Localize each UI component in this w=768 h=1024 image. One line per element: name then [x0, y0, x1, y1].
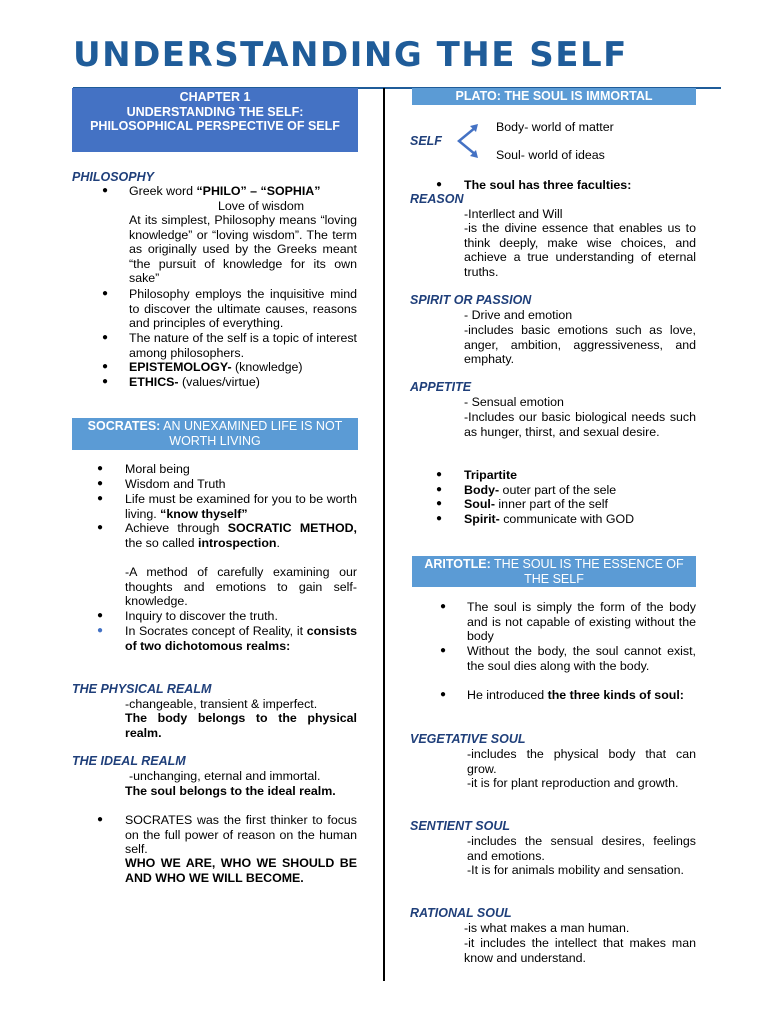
philosophy-employs-item: Philosophy employs the inquisitive mind to discover the ultimate causes, reasons and principles of everything. [129, 287, 357, 331]
aristotle-header-box: ARITOTLE: THE SOUL IS THE ESSENCE OF THE SELF [412, 556, 696, 587]
bullet: ● [102, 361, 109, 372]
greek-word-item: Greek word “PHILO” – “SOPHIA” [129, 184, 321, 198]
page-title: UNDERSTANDING THE SELF [73, 35, 628, 75]
ethics-item: ETHICS- (values/virtue) [129, 375, 260, 389]
bullet: ● [440, 601, 447, 612]
bullet: ● [436, 513, 443, 524]
sentient-soul-heading: SENTIENT SOUL [410, 819, 511, 833]
physical-realm-desc: -changeable, transient & imperfect. [125, 697, 318, 711]
physical-realm-body: The body belongs to the physical realm. [125, 711, 357, 740]
appetite-line2: -Includes our basic biological needs such as hunger, thirst, and sexual desire. [464, 410, 696, 439]
soul-inner-item: Soul- inner part of the self [464, 497, 608, 511]
bullet: ● [97, 493, 104, 504]
bullet: ● [436, 179, 443, 190]
bullet: ● [440, 689, 447, 700]
inquiry-item: Inquiry to discover the truth. [125, 609, 278, 623]
philosophy-heading: PHILOSOPHY [72, 170, 154, 184]
reality-concept-item: In Socrates concept of Reality, it consists of two dichotomous realms: [125, 624, 357, 653]
reason-heading: REASON [410, 192, 464, 206]
bullet: ● [97, 463, 104, 474]
soul-world-of-ideas: Soul- world of ideas [496, 148, 605, 162]
vegetative-line2: -it is for plant reproduction and growth. [467, 776, 679, 790]
ideal-realm-desc: -unchanging, eternal and immortal. [129, 769, 321, 783]
life-examined-item: Life must be examined for you to be worth living. “know thyself” [125, 492, 357, 521]
column-divider [383, 88, 385, 981]
nature-of-self-item: The nature of the self is a topic of interest among philosophers. [129, 331, 357, 360]
chapter-subtitle: PHILOSOPHICAL PERSPECTIVE OF SELF [90, 119, 340, 133]
tripartite-item: Tripartite [464, 468, 518, 482]
method-description: -A method of carefully examining our thoughts and emotions to gain self-knowledge. [125, 565, 357, 609]
philosophy-definition: At its simplest, Philosophy means “loving knowledge” or “loving wisdom”. The term as originally used by the Greeks meant “the pursuit of knowledge for its own sake” [129, 213, 357, 286]
bullet: ● [97, 522, 104, 533]
soul-form-item: The soul is simply the form of the body and is not capable of existing without the body [467, 600, 696, 644]
spirit-heading: SPIRIT OR PASSION [410, 293, 532, 307]
vegetative-line1: -includes the physical body that can grow. [467, 747, 696, 776]
bullet: ● [440, 645, 447, 656]
epistemology-item: EPISTEMOLOGY- (knowledge) [129, 360, 303, 374]
self-label: SELF [410, 134, 442, 148]
moral-being-item: Moral being [125, 462, 190, 476]
bullet: ● [436, 498, 443, 509]
chapter-header-box [72, 88, 358, 152]
spirit-line1: - Drive and emotion [464, 308, 573, 322]
sentient-line2: -It is for animals mobility and sensation. [467, 863, 684, 877]
bullet: ● [97, 478, 104, 489]
reason-line2: -is the divine essence that enables us to think deeply, make wise choices, and achieve a true understanding of eternal truths. [464, 221, 696, 279]
physical-realm-heading: THE PHYSICAL REALM [72, 682, 212, 696]
bullet: ● [97, 814, 104, 825]
rational-line1: -is what makes a man human. [464, 921, 630, 935]
ideal-realm-heading: THE IDEAL REALM [72, 754, 186, 768]
body-outer-item: Body- outer part of the sele [464, 483, 617, 497]
vegetative-soul-heading: VEGETATIVE SOUL [410, 732, 526, 746]
three-kinds-item: He introduced the three kinds of soul: [467, 688, 684, 702]
bullet: ● [102, 288, 109, 299]
bullet: ● [436, 484, 443, 495]
first-thinker-item: SOCRATES was the first thinker to focus on the full power of reason on the human self. [125, 813, 357, 857]
plato-header-box: PLATO: THE SOUL IS IMMORTAL [412, 88, 696, 105]
rational-soul-heading: RATIONAL SOUL [410, 906, 512, 920]
body-world-of-matter: Body- world of matter [496, 120, 614, 134]
bullet: ● [102, 332, 109, 343]
sentient-line1: -includes the sensual desires, feelings and emotions. [467, 834, 696, 863]
ideal-realm-soul: The soul belongs to the ideal realm. [125, 784, 336, 798]
without-body-item: Without the body, the soul cannot exist, the soul dies along with the body. [467, 644, 696, 673]
who-we-are-statement: WHO WE ARE, WHO WE SHOULD BE AND WHO WE WILL BECOME. [125, 856, 357, 885]
chapter-title: UNDERSTANDING THE SELF: [126, 104, 304, 119]
branch-arrows-icon [452, 121, 482, 161]
bullet: ● [436, 469, 443, 480]
socrates-header-box: SOCRATES: AN UNEXAMINED LIFE IS NOT WORTH LIVING [72, 418, 358, 450]
chapter-number: CHAPTER 1 [179, 90, 251, 104]
appetite-line1: - Sensual emotion [464, 395, 564, 409]
bullet: ● [102, 376, 109, 387]
bullet: ● [97, 625, 104, 636]
rational-line2: -it includes the intellect that makes man know and understand. [464, 936, 696, 965]
appetite-heading: APPETITE [410, 380, 472, 394]
love-of-wisdom: Love of wisdom [218, 199, 305, 213]
three-faculties-item: The soul has three faculties: [464, 178, 632, 192]
wisdom-truth-item: Wisdom and Truth [125, 477, 226, 491]
spirit-god-item: Spirit- communicate with GOD [464, 512, 635, 526]
spirit-line2: -includes basic emotions such as love, anger, ambition, aggressiveness, and emphaty. [464, 323, 696, 367]
bullet: ● [97, 610, 104, 621]
reason-line1: -Interllect and Will [464, 207, 563, 221]
socratic-method-item: Achieve through SOCRATIC METHOD, the so called introspection. [125, 521, 357, 550]
bullet: ● [102, 185, 109, 196]
